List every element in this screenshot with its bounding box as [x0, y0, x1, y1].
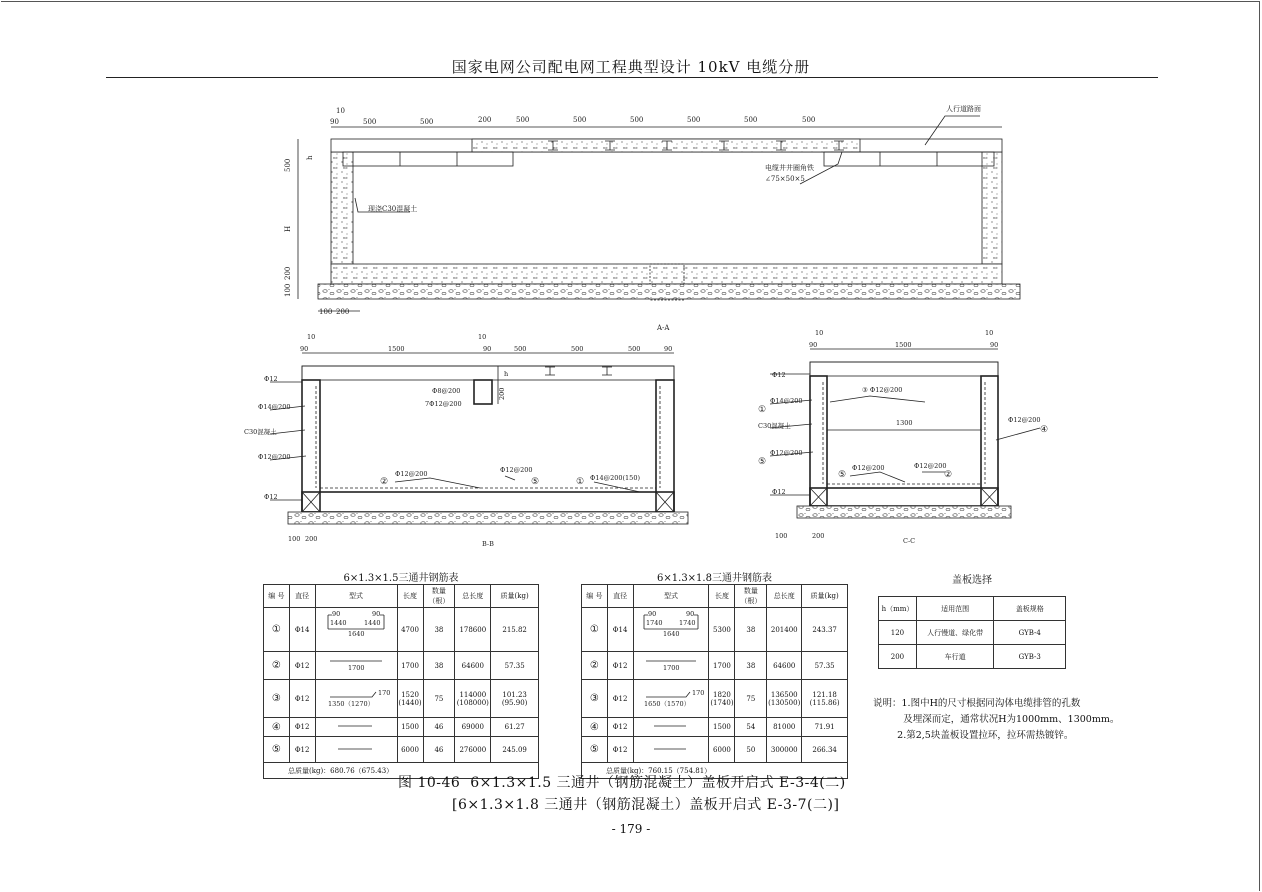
col-header: 数量（根）: [423, 585, 455, 608]
cell: Φ12: [289, 718, 315, 737]
aa-dim: 100: [319, 308, 333, 316]
col-header: 质量(kg): [491, 585, 539, 608]
cell: 1500: [397, 718, 423, 737]
col-header: 直径: [607, 585, 633, 608]
bb-bar-label: 7Φ12@200: [425, 400, 462, 408]
cell: 114000 (108000): [455, 680, 491, 718]
cell: Φ12: [607, 718, 633, 737]
cell: Φ14: [289, 608, 315, 652]
section-cc: [770, 349, 1040, 518]
aa-callout-concrete: 现浇C30混凝土: [368, 205, 418, 213]
aa-dim: 100: [284, 283, 292, 297]
shape-num: 1350（1270）: [328, 699, 375, 708]
col-header: 质量(kg): [802, 585, 848, 608]
shape-sketch: [633, 652, 709, 680]
table-row: [879, 645, 1066, 669]
bb-left-label: Φ14@200: [258, 403, 291, 411]
cc-dim: 10: [815, 329, 824, 337]
aa-right-wall: [982, 152, 1002, 264]
shape-num: 1700: [348, 663, 365, 672]
bb-bar-label: Φ8@200: [432, 387, 461, 395]
cell: 38: [735, 652, 767, 680]
table-row: [264, 680, 539, 718]
cc-bar-label: ③ Φ12@200: [862, 386, 903, 394]
table-row: [264, 652, 539, 680]
cc-section-label: C-C: [903, 537, 916, 545]
cc-bar-label: Φ12@200: [1008, 416, 1041, 424]
shape-sketch: [633, 737, 709, 763]
aa-callout-angle-iron: 电缆井井圈角铁: [765, 164, 814, 172]
bb-dim: h: [504, 370, 509, 378]
cell: 120: [879, 621, 917, 645]
cell: Φ14: [607, 608, 633, 652]
cell: ⑤: [264, 737, 290, 763]
shape-sketch: [315, 680, 397, 718]
bb-left-label: C30混凝土: [244, 428, 277, 436]
shape-num: 90: [372, 609, 381, 618]
cc-left-wall: [810, 376, 827, 506]
cell: 121.18 (115.86): [802, 680, 848, 718]
table2-total: 总质量(kg)：760.15（754.81）: [582, 763, 848, 779]
cell: 38: [423, 608, 455, 652]
aa-dim: 200: [336, 308, 350, 316]
table-row: [264, 608, 539, 652]
table-row: [264, 718, 539, 737]
cell: 6000: [397, 737, 423, 763]
aa-section-label: A-A: [657, 324, 670, 332]
cell: 1520 (1440): [397, 680, 423, 718]
col-header: 总长度: [455, 585, 491, 608]
cell: ②: [582, 652, 608, 680]
cell: 81000: [767, 718, 802, 737]
cell: 266.34: [802, 737, 848, 763]
cell: 136500 (130500): [767, 680, 802, 718]
aa-dim: 90: [330, 118, 339, 126]
shape-sketch: [633, 608, 709, 652]
aa-dim: 500: [687, 116, 701, 124]
cell: 64600: [455, 652, 491, 680]
figure-caption-line2: [6×1.3×1.8 三通井（钢筋混凝土）盖板开启式 E-3-7(二)]: [452, 797, 840, 813]
bb-left-label: Φ12: [264, 493, 278, 501]
shape-num: 1640: [663, 629, 680, 638]
aa-dim: 200: [478, 116, 492, 124]
aa-dim: 10: [336, 107, 345, 115]
aa-left-wall: [331, 152, 353, 264]
table-row: [582, 680, 848, 718]
aa-gravel-bed: [318, 284, 1020, 299]
cell: ③: [582, 680, 608, 718]
shape-sketch: [633, 680, 709, 718]
col-header: 长度: [709, 585, 735, 608]
bb-left-label: Φ12: [264, 375, 278, 383]
cc-left-label: C30混凝土: [758, 422, 791, 430]
table1: [263, 584, 539, 779]
table-row: [879, 621, 1066, 645]
cell: 75: [735, 680, 767, 718]
cc-mark: ⑤: [758, 457, 767, 467]
col-header: 直径: [289, 585, 315, 608]
aa-base-slab: [331, 264, 1002, 284]
cc-bar-label: Φ12@200: [852, 464, 885, 472]
cc-bar-label: Φ12@200: [914, 462, 947, 470]
shape-sketch: [315, 652, 397, 680]
cell: 71.91: [802, 718, 848, 737]
cell: ④: [582, 718, 608, 737]
aa-dim: 500: [744, 116, 758, 124]
cell: 5300: [709, 608, 735, 652]
svg-text:500: 500: [802, 116, 816, 124]
col-header: 总长度: [767, 585, 802, 608]
bb-dim: 10: [478, 333, 487, 341]
bb-dim: 200: [498, 387, 506, 400]
shape-sketch: [315, 737, 397, 763]
cc-dim: 10: [985, 329, 994, 337]
bb-dim: 500: [514, 345, 527, 353]
aa-dim: 500: [630, 116, 644, 124]
cover-table: [878, 596, 1066, 669]
col-header: 编 号: [264, 585, 290, 608]
table-row: [582, 737, 848, 763]
bb-section-label: B-B: [482, 540, 494, 548]
cell: 101.23 (95.90): [491, 680, 539, 718]
cell: 57.35: [802, 652, 848, 680]
shape-num: 90: [648, 609, 657, 618]
cell: 245.09: [491, 737, 539, 763]
col-header: 编 号: [582, 585, 608, 608]
cell: 38: [423, 652, 455, 680]
col-header: h（mm）: [879, 597, 917, 621]
shape-num: 1740: [646, 618, 663, 627]
cc-left-label: Φ14@200: [770, 397, 803, 405]
page-number: - 179 -: [611, 822, 651, 836]
bb-middle-beam: [474, 380, 492, 404]
cell: Φ12: [289, 680, 315, 718]
cell: 61.27: [491, 718, 539, 737]
cc-mark: ④: [1040, 425, 1049, 435]
cc-inner-dim: 1300: [896, 419, 913, 427]
cc-dim: 100: [775, 532, 788, 540]
cell: ①: [264, 608, 290, 652]
aa-dim: h: [306, 155, 314, 160]
bb-dim: 90: [300, 345, 309, 353]
cc-dim: 1500: [895, 341, 912, 349]
bb-left-label: Φ12@200: [258, 453, 291, 461]
bb-dim: 1500: [388, 345, 405, 353]
cell: ③: [264, 680, 290, 718]
bb-dim: 90: [483, 345, 492, 353]
bb-dim: 90: [664, 345, 673, 353]
section-aa: [298, 116, 1020, 311]
shape-num: 1740: [679, 618, 696, 627]
bb-bar-label: Φ12@200: [500, 466, 533, 474]
cell: Φ12: [289, 652, 315, 680]
aa-dim: 500: [363, 118, 377, 126]
cell: ⑤: [582, 737, 608, 763]
col-header: 型式: [633, 585, 709, 608]
bb-dim: 500: [628, 345, 641, 353]
shape-sketch: [633, 718, 709, 737]
shape-num: 90: [332, 609, 341, 618]
cell: GYB-3: [994, 645, 1066, 669]
cell: 201400: [767, 608, 802, 652]
cc-dim: 90: [809, 341, 818, 349]
table1-total: 总质量(kg)：680.76（675.43）: [264, 763, 539, 779]
col-header: 数量（根）: [735, 585, 767, 608]
notes: 说明：1.图中H的尺寸根据同沟体电缆排管的孔数 及埋深而定，通常状况H为1000mm、1300mm。 2.第2,5块盖板设置拉环，拉环需热镀锌。: [873, 698, 1120, 741]
cell: 1700: [397, 652, 423, 680]
cc-left-label: Φ12: [772, 488, 786, 496]
aa-dim: 200: [284, 266, 292, 280]
header-title: 国家电网公司配电网工程典型设计 10kV 电缆分册: [451, 58, 811, 76]
cell: ①: [582, 608, 608, 652]
col-header: 适用范围: [916, 597, 993, 621]
table2: [581, 584, 848, 779]
cell: 300000: [767, 737, 802, 763]
cc-base: [810, 488, 998, 506]
bb-bar-label: Φ14@200(150): [590, 474, 640, 482]
cc-right-wall: [981, 376, 998, 506]
cell: 215.82: [491, 608, 539, 652]
cell: Φ12: [607, 652, 633, 680]
bb-i-beams: [545, 367, 612, 375]
bb-gravel: [288, 512, 688, 524]
bb-mark: ②: [380, 477, 389, 487]
cell: 276000: [455, 737, 491, 763]
aa-callout-pavement: 人行道路面: [946, 105, 981, 113]
bb-dim: 500: [571, 345, 584, 353]
shape-num: 1440: [364, 618, 381, 627]
cell: 人行慢道、绿化带: [916, 621, 993, 645]
bb-mark: ①: [576, 477, 585, 487]
aa-dim: 500: [284, 158, 292, 172]
cc-mark: ②: [944, 470, 953, 480]
table-row: [582, 718, 848, 737]
bb-bar-label: Φ12@200: [395, 470, 428, 478]
cell: 243.37: [802, 608, 848, 652]
cell: 200: [879, 645, 917, 669]
table-row: [582, 652, 848, 680]
cell: 38: [735, 608, 767, 652]
bb-dim: 100: [288, 535, 301, 543]
cc-gravel: [797, 506, 1011, 518]
figure-caption-line1: 图 10-46 6×1.3×1.5 三通井（钢筋混凝土）盖板开启式 E-3-4(二): [398, 775, 846, 791]
aa-dim: H: [284, 225, 292, 232]
cell: 1700: [709, 652, 735, 680]
cc-dim: 90: [990, 341, 999, 349]
bb-mark: ⑤: [531, 477, 540, 487]
cell: 64600: [767, 652, 802, 680]
cover-title: 盖板选择: [952, 575, 992, 586]
bb-dim: 200: [305, 535, 318, 543]
cell: 6000: [709, 737, 735, 763]
cc-mark: ⑤: [838, 470, 847, 480]
cell: Φ12: [607, 680, 633, 718]
cell: ④: [264, 718, 290, 737]
shape-num: 170: [378, 688, 391, 697]
aa-dim: 500: [573, 116, 587, 124]
table2-title: 6×1.3×1.8三通井钢筋表: [657, 573, 772, 584]
shape-sketch: [315, 608, 397, 652]
cell: ②: [264, 652, 290, 680]
cell: 46: [423, 737, 455, 763]
cell: GYB-4: [994, 621, 1066, 645]
aa-cover-slabs-left: [343, 152, 513, 166]
shape-num: 170: [692, 688, 705, 697]
aa-callout-angle-spec: ∠75×50×5: [765, 175, 805, 183]
aa-dim: 500: [420, 118, 434, 126]
shape-num: 1700: [663, 663, 680, 672]
bb-dim: 10: [307, 333, 316, 341]
cc-left-label: Φ12: [772, 371, 786, 379]
section-bb: [270, 353, 688, 524]
cc-mark: ①: [758, 405, 767, 415]
cell: Φ12: [289, 737, 315, 763]
cell: 57.35: [491, 652, 539, 680]
cc-left-label: Φ12@200: [770, 449, 803, 457]
cell: 车行道: [916, 645, 993, 669]
cell: 4700: [397, 608, 423, 652]
cell: 75: [423, 680, 455, 718]
col-header: 长度: [397, 585, 423, 608]
cell: Φ12: [607, 737, 633, 763]
cell: 69000: [455, 718, 491, 737]
aa-dim: 500: [516, 116, 530, 124]
table1-title: 6×1.3×1.5三通井钢筋表: [343, 573, 459, 584]
cc-dim: 200: [812, 532, 825, 540]
table-row: [582, 608, 848, 652]
aa-cover-slabs-right: [824, 152, 994, 166]
shape-num: 1440: [330, 618, 347, 627]
shape-num: 1650（1570）: [644, 699, 691, 708]
table-row: [264, 737, 539, 763]
shape-sketch: [315, 718, 397, 737]
bb-base: [302, 492, 674, 512]
shape-num: 1640: [348, 629, 365, 638]
cell: 1500: [709, 718, 735, 737]
cell: 50: [735, 737, 767, 763]
cell: 54: [735, 718, 767, 737]
col-header: 型式: [315, 585, 397, 608]
cell: 178600: [455, 608, 491, 652]
cell: 46: [423, 718, 455, 737]
bb-outline: [302, 366, 674, 512]
cell: 1820 (1740): [709, 680, 735, 718]
col-header: 盖板规格: [994, 597, 1066, 621]
shape-num: 90: [686, 609, 695, 618]
